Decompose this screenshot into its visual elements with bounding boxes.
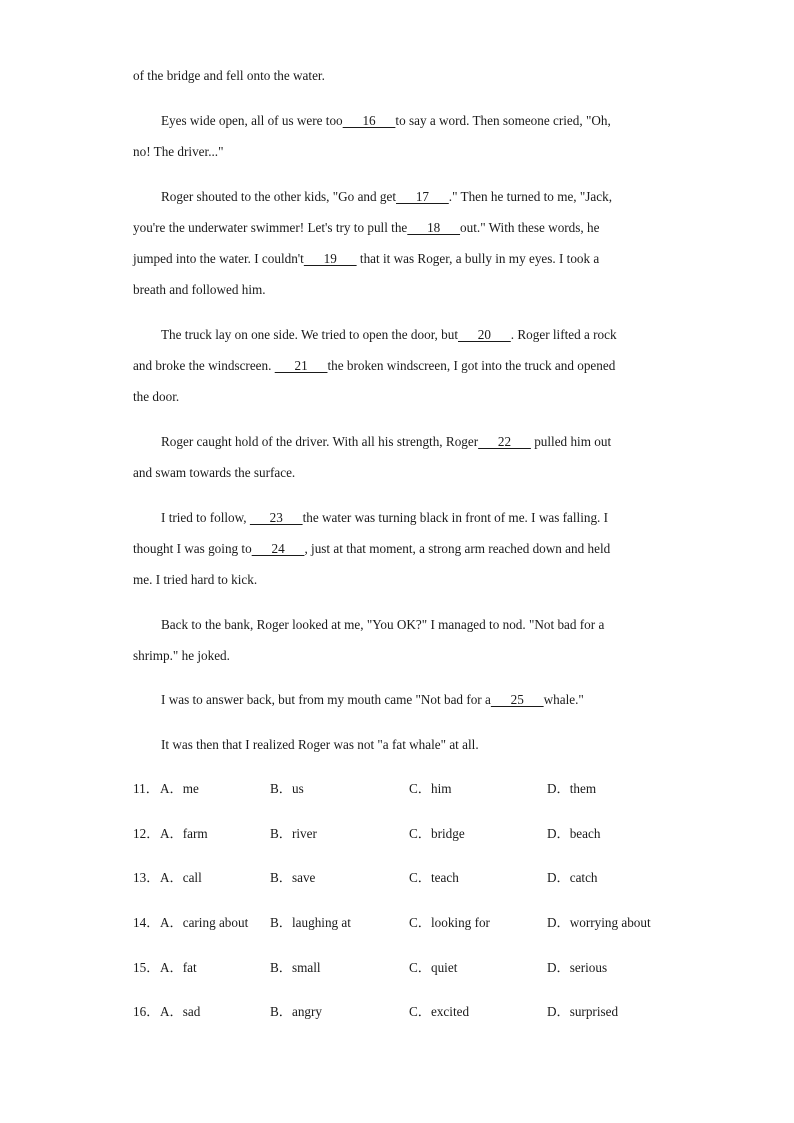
passage-text: whale." (543, 692, 584, 707)
passage-text: and broke the windscreen. (133, 358, 275, 373)
passage-line (133, 465, 663, 481)
option-c: C．teach (409, 870, 459, 885)
passage-line (161, 327, 691, 343)
passage-text: thought I was going to (133, 541, 252, 556)
option-c: C．him (409, 781, 452, 796)
passage-text: , just at that moment, a strong arm reached down and held (304, 541, 611, 556)
option-d: D．beach (547, 826, 601, 841)
passage-text: . Roger lifted a rock (510, 327, 617, 342)
passage-text: you're the underwater swimmer! Let's try to pull the (133, 220, 408, 235)
passage-text: Back to the bank, Roger looked at me, "You OK?" I managed to nod. "Not bad for a (161, 617, 605, 632)
option-a: A．farm (160, 826, 208, 841)
blank-16: 16 (342, 113, 396, 128)
passage-text: out." With these words, he (460, 220, 600, 235)
question-number: 13． (133, 870, 160, 885)
passage-line (161, 617, 691, 633)
blank-19: 19 (303, 251, 357, 266)
passage-text: I was to answer back, but from my mouth came "Not bad for a (161, 692, 491, 707)
blank-20: 20 (458, 327, 511, 342)
passage-text: breath and followed him. (133, 282, 266, 297)
passage-line (161, 692, 691, 708)
passage-text: no! The driver..." (133, 144, 224, 159)
passage-line (133, 144, 663, 160)
passage-line (133, 648, 663, 664)
passage-text: that it was Roger, a bully in my eyes. I took a (356, 251, 600, 266)
blank-25: 25 (490, 692, 544, 707)
passage-text: Eyes wide open, all of us were too (161, 113, 343, 128)
passage-text: ." Then he turned to me, "Jack, (448, 189, 613, 204)
passage-line (161, 510, 691, 526)
passage-line (133, 220, 663, 236)
option-b: B．laughing at (270, 915, 351, 930)
option-d: D．serious (547, 960, 608, 975)
option-d: D．surprised (547, 1004, 619, 1019)
passage-text: the door. (133, 389, 180, 404)
passage-line (161, 434, 691, 450)
option-c: C．looking for (409, 915, 490, 930)
passage-text: pulled him out (530, 434, 612, 449)
option-c: C．excited (409, 1004, 470, 1019)
passage-text: Roger caught hold of the driver. With all his strength, Roger (161, 434, 479, 449)
passage-line (133, 541, 663, 557)
passage-text: It was then that I realized Roger was not "a fat whale" at all. (161, 737, 479, 752)
option-a: A．call (160, 870, 202, 885)
option-d: D．catch (547, 870, 598, 885)
passage-text: me. I tried hard to kick. (133, 572, 258, 587)
passage-line (133, 572, 663, 588)
blank-23: 23 (249, 510, 303, 525)
question-number: 11． (133, 781, 159, 796)
passage-line (133, 389, 663, 405)
passage-line (133, 358, 663, 374)
passage-text: to say a word. Then someone cried, "Oh, (395, 113, 611, 128)
option-c: C．bridge (409, 826, 465, 841)
option-b: B．small (270, 960, 321, 975)
option-d: D．worrying about (547, 915, 651, 930)
option-d: D．them (547, 781, 597, 796)
passage-line (133, 68, 663, 84)
option-c: C．quiet (409, 960, 458, 975)
passage-text: the water was turning black in front of me. I was falling. I (302, 510, 609, 525)
blank-18: 18 (407, 220, 461, 235)
option-b: B．river (270, 826, 317, 841)
question-number: 12． (133, 826, 160, 841)
passage-line (133, 251, 663, 267)
passage-line (161, 737, 691, 753)
passage-text: the broken windscreen, I got into the truck and opened (327, 358, 616, 373)
option-a: A．caring about (160, 915, 249, 930)
option-a: A．fat (160, 960, 197, 975)
blank-24: 24 (251, 541, 305, 556)
option-a: A．me (160, 781, 199, 796)
option-b: B．us (270, 781, 304, 796)
question-number: 14． (133, 915, 160, 930)
passage-line (161, 113, 691, 129)
passage-line (161, 189, 691, 205)
passage-text: shrimp." he joked. (133, 648, 230, 663)
passage-text: jumped into the water. I couldn't (133, 251, 304, 266)
blank-22: 22 (478, 434, 531, 449)
option-b: B．angry (270, 1004, 323, 1019)
option-b: B．save (270, 870, 316, 885)
blank-17: 17 (396, 189, 449, 204)
passage-text: of the bridge and fell onto the water. (133, 68, 325, 83)
passage-line (133, 282, 663, 298)
question-number: 16． (133, 1004, 160, 1019)
passage-text: I tried to follow, (161, 510, 250, 525)
passage-text: Roger shouted to the other kids, "Go and get (161, 189, 397, 204)
passage-text: and swam towards the surface. (133, 465, 296, 480)
passage-text: The truck lay on one side. We tried to open the door, but (161, 327, 459, 342)
blank-21: 21 (274, 358, 328, 373)
option-a: A．sad (160, 1004, 201, 1019)
question-number: 15． (133, 960, 160, 975)
